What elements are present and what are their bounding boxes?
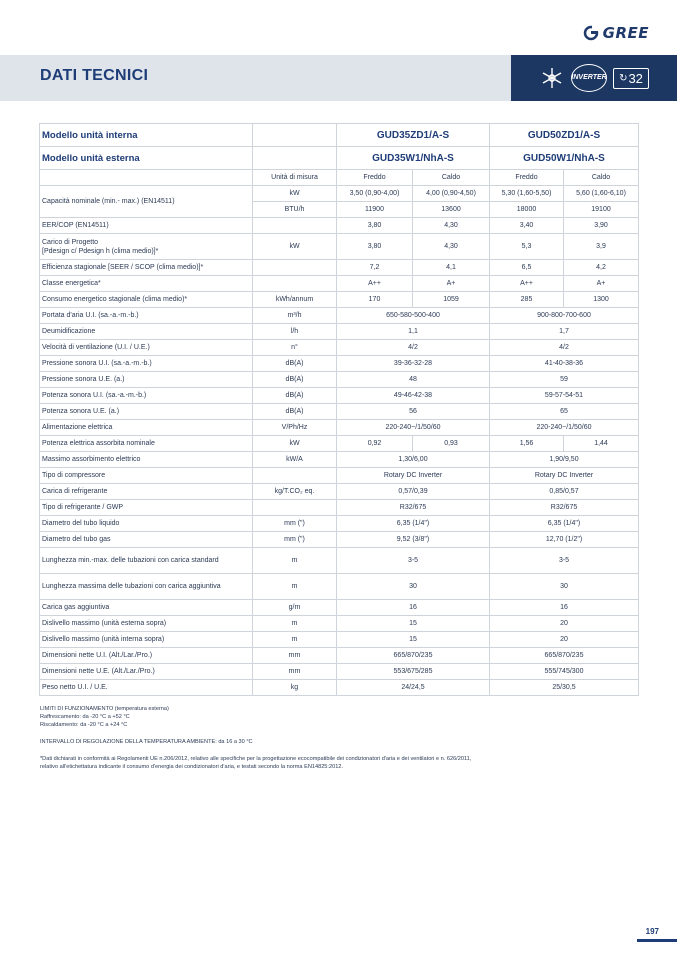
- model-cell: GUD35ZD1/A-S: [337, 124, 490, 147]
- temperature-interval: INTERVALLO DI REGOLAZIONE DELLA TEMPERATURA AMBIENTE: da 16 a 30 °C: [40, 739, 253, 745]
- value-cell: 220-240~/1/50/60: [490, 420, 639, 436]
- table-row: [40, 452, 639, 468]
- table-row: [40, 404, 639, 420]
- value-cell: 6,35 (1/4"): [337, 516, 490, 532]
- value-cell: 3,90: [564, 218, 639, 234]
- row-label: Carico di Progetto [Pdesign c/ Pdesign h (clima medio)]*: [40, 234, 253, 260]
- limits-cooling: Raffrescamento: da -20 °C a +52 °C: [40, 714, 130, 720]
- table-row: [40, 124, 639, 147]
- limits-title: LIMITI DI FUNZIONAMENTO (temperatura esterna): [40, 706, 169, 712]
- unit-cell: kW: [253, 234, 337, 260]
- table-row: [40, 548, 639, 574]
- unit-cell: mm ("): [253, 516, 337, 532]
- brand-name: GREE: [602, 24, 649, 42]
- unit-cell: l/h: [253, 324, 337, 340]
- table-row: [40, 292, 639, 308]
- value-cell: 1,7: [490, 324, 639, 340]
- page-header: [0, 55, 677, 101]
- value-cell: 56: [337, 404, 490, 420]
- unit-cell: m: [253, 574, 337, 600]
- value-cell: 49-46-42-38: [337, 388, 490, 404]
- unit-cell: dB(A): [253, 404, 337, 420]
- row-label: Capacità nominale (min.- max.) (EN14511): [40, 186, 253, 218]
- unit-cell: [253, 276, 337, 292]
- table-row: [40, 388, 639, 404]
- row-label: Alimentazione elettrica: [40, 420, 253, 436]
- value-cell: 3,9: [564, 234, 639, 260]
- value-cell: 15: [337, 616, 490, 632]
- value-cell: 1,56: [490, 436, 564, 452]
- value-cell: A+: [413, 276, 490, 292]
- table-row: [40, 170, 639, 186]
- unit-cell: BTU/h: [253, 202, 337, 218]
- unit-cell: [253, 500, 337, 516]
- column-header: Caldo: [564, 170, 639, 186]
- row-label: Potenza sonora U.E. (a.): [40, 404, 253, 420]
- value-cell: 4/2: [337, 340, 490, 356]
- value-cell: 13600: [413, 202, 490, 218]
- unit-cell: m³/h: [253, 308, 337, 324]
- row-label: Deumidificazione: [40, 324, 253, 340]
- row-label: Pressione sonora U.I. (sa.-a.-m.-b.): [40, 356, 253, 372]
- refrigerant-arrow-icon: ↻: [619, 72, 628, 84]
- table-row: [40, 600, 639, 616]
- table-row: [40, 516, 639, 532]
- unit-cell: dB(A): [253, 356, 337, 372]
- row-label: Diametro del tubo gas: [40, 532, 253, 548]
- row-label: Velocità di ventilazione (U.I. / U.E.): [40, 340, 253, 356]
- value-cell: 25/30,5: [490, 680, 639, 696]
- value-cell: 3,80: [337, 234, 413, 260]
- unit-cell: g/m: [253, 600, 337, 616]
- row-label: Classe energetica*: [40, 276, 253, 292]
- row-label: Pressione sonora U.E. (a.): [40, 372, 253, 388]
- value-cell: 220-240~/1/50/60: [337, 420, 490, 436]
- value-cell: 1,90/9,50: [490, 452, 639, 468]
- table-row: [40, 420, 639, 436]
- table-row: [40, 484, 639, 500]
- snowflake-sun-icon: [539, 65, 565, 91]
- value-cell: 59: [490, 372, 639, 388]
- unit-cell: m: [253, 616, 337, 632]
- table-row: [40, 260, 639, 276]
- unit-cell: dB(A): [253, 372, 337, 388]
- unit-cell: m: [253, 548, 337, 574]
- page-title: DATI TECNICI: [40, 67, 149, 84]
- row-label: Dimensioni nette U.E. (Alt./Lar./Pro.): [40, 664, 253, 680]
- unit-cell: mm ("): [253, 532, 337, 548]
- table-row: [40, 648, 639, 664]
- value-cell: 1059: [413, 292, 490, 308]
- unit-cell: [253, 124, 337, 147]
- value-cell: 5,3: [490, 234, 564, 260]
- table-row: [40, 186, 639, 202]
- feature-badges: [511, 55, 677, 101]
- table-row: [40, 218, 639, 234]
- column-header: Caldo: [413, 170, 490, 186]
- value-cell: 650-580-500-400: [337, 308, 490, 324]
- table-row: [40, 276, 639, 292]
- value-cell: 41-40-38-36: [490, 356, 639, 372]
- unit-cell: [253, 260, 337, 276]
- value-cell: 1300: [564, 292, 639, 308]
- row-label: Carica di refrigerante: [40, 484, 253, 500]
- value-cell: 4,30: [413, 234, 490, 260]
- value-cell: 18000: [490, 202, 564, 218]
- value-cell: A++: [337, 276, 413, 292]
- value-cell: 665/870/235: [490, 648, 639, 664]
- row-label: Carica gas aggiuntiva: [40, 600, 253, 616]
- unit-cell: kW: [253, 436, 337, 452]
- r32-badge: [613, 68, 649, 89]
- column-header: Freddo: [337, 170, 413, 186]
- value-cell: 553/675/285: [337, 664, 490, 680]
- value-cell: 4/2: [490, 340, 639, 356]
- row-label: Potenza sonora U.I. (sa.-a.-m.-b.): [40, 388, 253, 404]
- inverter-badge: INVERTER: [571, 64, 607, 92]
- value-cell: 6,35 (1/4"): [490, 516, 639, 532]
- value-cell: 4,2: [564, 260, 639, 276]
- unit-cell: [253, 468, 337, 484]
- unit-cell: [253, 147, 337, 170]
- row-label: Tipo di compressore: [40, 468, 253, 484]
- row-label: Consumo energetico stagionale (clima medio)*: [40, 292, 253, 308]
- unit-cell: V/Ph/Hz: [253, 420, 337, 436]
- value-cell: 16: [490, 600, 639, 616]
- value-cell: 11900: [337, 202, 413, 218]
- value-cell: 19100: [564, 202, 639, 218]
- brand-logo: [583, 24, 649, 42]
- row-label: Dimensioni nette U.I. (Alt./Lar./Pro.): [40, 648, 253, 664]
- row-label: Diametro del tubo liquido: [40, 516, 253, 532]
- value-cell: 15: [337, 632, 490, 648]
- value-cell: 1,1: [337, 324, 490, 340]
- value-cell: 555/745/300: [490, 664, 639, 680]
- table-row: [40, 574, 639, 600]
- unit-cell: kW: [253, 186, 337, 202]
- value-cell: 16: [337, 600, 490, 616]
- unit-cell: dB(A): [253, 388, 337, 404]
- table-row: [40, 500, 639, 516]
- row-label: EER/COP (EN14511): [40, 218, 253, 234]
- value-cell: 20: [490, 616, 639, 632]
- value-cell: A+: [564, 276, 639, 292]
- value-cell: 285: [490, 292, 564, 308]
- gree-swirl-icon: [583, 25, 599, 41]
- model-cell: GUD35W1/NhA-S: [337, 147, 490, 170]
- unit-cell: kg/T.CO₂ eq.: [253, 484, 337, 500]
- value-cell: 30: [490, 574, 639, 600]
- row-label: Dislivello massimo (unità interna sopra): [40, 632, 253, 648]
- value-cell: 3,50 (0,90-4,00): [337, 186, 413, 202]
- value-cell: 4,1: [413, 260, 490, 276]
- row-label: Lunghezza massima delle tubazioni con carica aggiuntiva: [40, 574, 253, 600]
- row-label: Modello unità interna: [40, 124, 253, 147]
- table-row: [40, 147, 639, 170]
- table-row: [40, 234, 639, 260]
- value-cell: 665/870/235: [337, 648, 490, 664]
- value-cell: R32/675: [490, 500, 639, 516]
- page-number: 197: [645, 927, 659, 936]
- value-cell: 5,60 (1,60-6,10): [564, 186, 639, 202]
- value-cell: R32/675: [337, 500, 490, 516]
- value-cell: 3,40: [490, 218, 564, 234]
- table-row: [40, 372, 639, 388]
- table-row: [40, 356, 639, 372]
- value-cell: 3-5: [337, 548, 490, 574]
- value-cell: 59-57-54-51: [490, 388, 639, 404]
- page-number-bar: [637, 939, 677, 942]
- value-cell: 6,5: [490, 260, 564, 276]
- column-header: Unità di misura: [253, 170, 337, 186]
- unit-cell: kWh/annum: [253, 292, 337, 308]
- value-cell: 3,80: [337, 218, 413, 234]
- limits-heating: Riscaldamento: da -20 °C a +24 °C: [40, 722, 128, 728]
- value-cell: Rotary DC Inverter: [490, 468, 639, 484]
- row-label: Modello unità esterna: [40, 147, 253, 170]
- table-row: [40, 616, 639, 632]
- model-cell: GUD50ZD1/A-S: [490, 124, 639, 147]
- unit-cell: kW/A: [253, 452, 337, 468]
- value-cell: 39-36-32-28: [337, 356, 490, 372]
- table-row: [40, 436, 639, 452]
- value-cell: 1,44: [564, 436, 639, 452]
- value-cell: 12,70 (1/2"): [490, 532, 639, 548]
- value-cell: 1,30/6,00: [337, 452, 490, 468]
- column-header: Freddo: [490, 170, 564, 186]
- value-cell: 20: [490, 632, 639, 648]
- value-cell: 170: [337, 292, 413, 308]
- row-label: Tipo di refrigerante / GWP: [40, 500, 253, 516]
- table-row: [40, 468, 639, 484]
- value-cell: 5,30 (1,60-5,50): [490, 186, 564, 202]
- table-row: [40, 664, 639, 680]
- unit-cell: [253, 218, 337, 234]
- model-cell: GUD50W1/NhA-S: [490, 147, 639, 170]
- value-cell: 65: [490, 404, 639, 420]
- value-cell: 0,85/0,57: [490, 484, 639, 500]
- unit-cell: mm: [253, 664, 337, 680]
- row-label: Potenza elettrica assorbita nominale: [40, 436, 253, 452]
- row-label: Efficienza stagionale [SEER / SCOP (clima medio)]*: [40, 260, 253, 276]
- footnotes: [40, 705, 640, 771]
- value-cell: A++: [490, 276, 564, 292]
- row-label: Peso netto U.I. / U.E.: [40, 680, 253, 696]
- table-row: [40, 632, 639, 648]
- table-row: [40, 532, 639, 548]
- value-cell: 7,2: [337, 260, 413, 276]
- value-cell: 900-800-700-600: [490, 308, 639, 324]
- value-cell: 48: [337, 372, 490, 388]
- table-row: [40, 308, 639, 324]
- value-cell: 4,30: [413, 218, 490, 234]
- value-cell: 0,57/0,39: [337, 484, 490, 500]
- footnote-line: relativo all'etichettatura indicante il consumo d'energia dei condizionatori d'aria, e testati secondo la norma EN14825:2012.: [40, 764, 343, 770]
- specs-table: [39, 123, 639, 696]
- unit-cell: kg: [253, 680, 337, 696]
- unit-cell: mm: [253, 648, 337, 664]
- row-label: Dislivello massimo (unità esterna sopra): [40, 616, 253, 632]
- value-cell: 0,93: [413, 436, 490, 452]
- unit-cell: n°: [253, 340, 337, 356]
- value-cell: 30: [337, 574, 490, 600]
- value-cell: 9,52 (3/8"): [337, 532, 490, 548]
- table-row: [40, 340, 639, 356]
- footnote-line: *Dati dichiarati in conformità ai Regolamenti UE n.206/2012, relativo alle specifiche per la progettazione ecocompatibile dei condizionatori d'aria e dei ventilatori e n. 626/2011,: [40, 756, 472, 762]
- table-row: [40, 680, 639, 696]
- value-cell: 4,00 (0,90-4,50): [413, 186, 490, 202]
- table-row: [40, 324, 639, 340]
- value-cell: 3-5: [490, 548, 639, 574]
- row-label: Massimo assorbimento elettrico: [40, 452, 253, 468]
- row-label: Lunghezza min.-max. delle tubazioni con carica standard: [40, 548, 253, 574]
- value-cell: Rotary DC Inverter: [337, 468, 490, 484]
- row-label: Portata d'aria U.I. (sa.-a.-m.-b.): [40, 308, 253, 324]
- r32-label: 32: [628, 70, 643, 86]
- unit-cell: m: [253, 632, 337, 648]
- value-cell: 0,92: [337, 436, 413, 452]
- row-label: [40, 170, 253, 186]
- value-cell: 24/24,5: [337, 680, 490, 696]
